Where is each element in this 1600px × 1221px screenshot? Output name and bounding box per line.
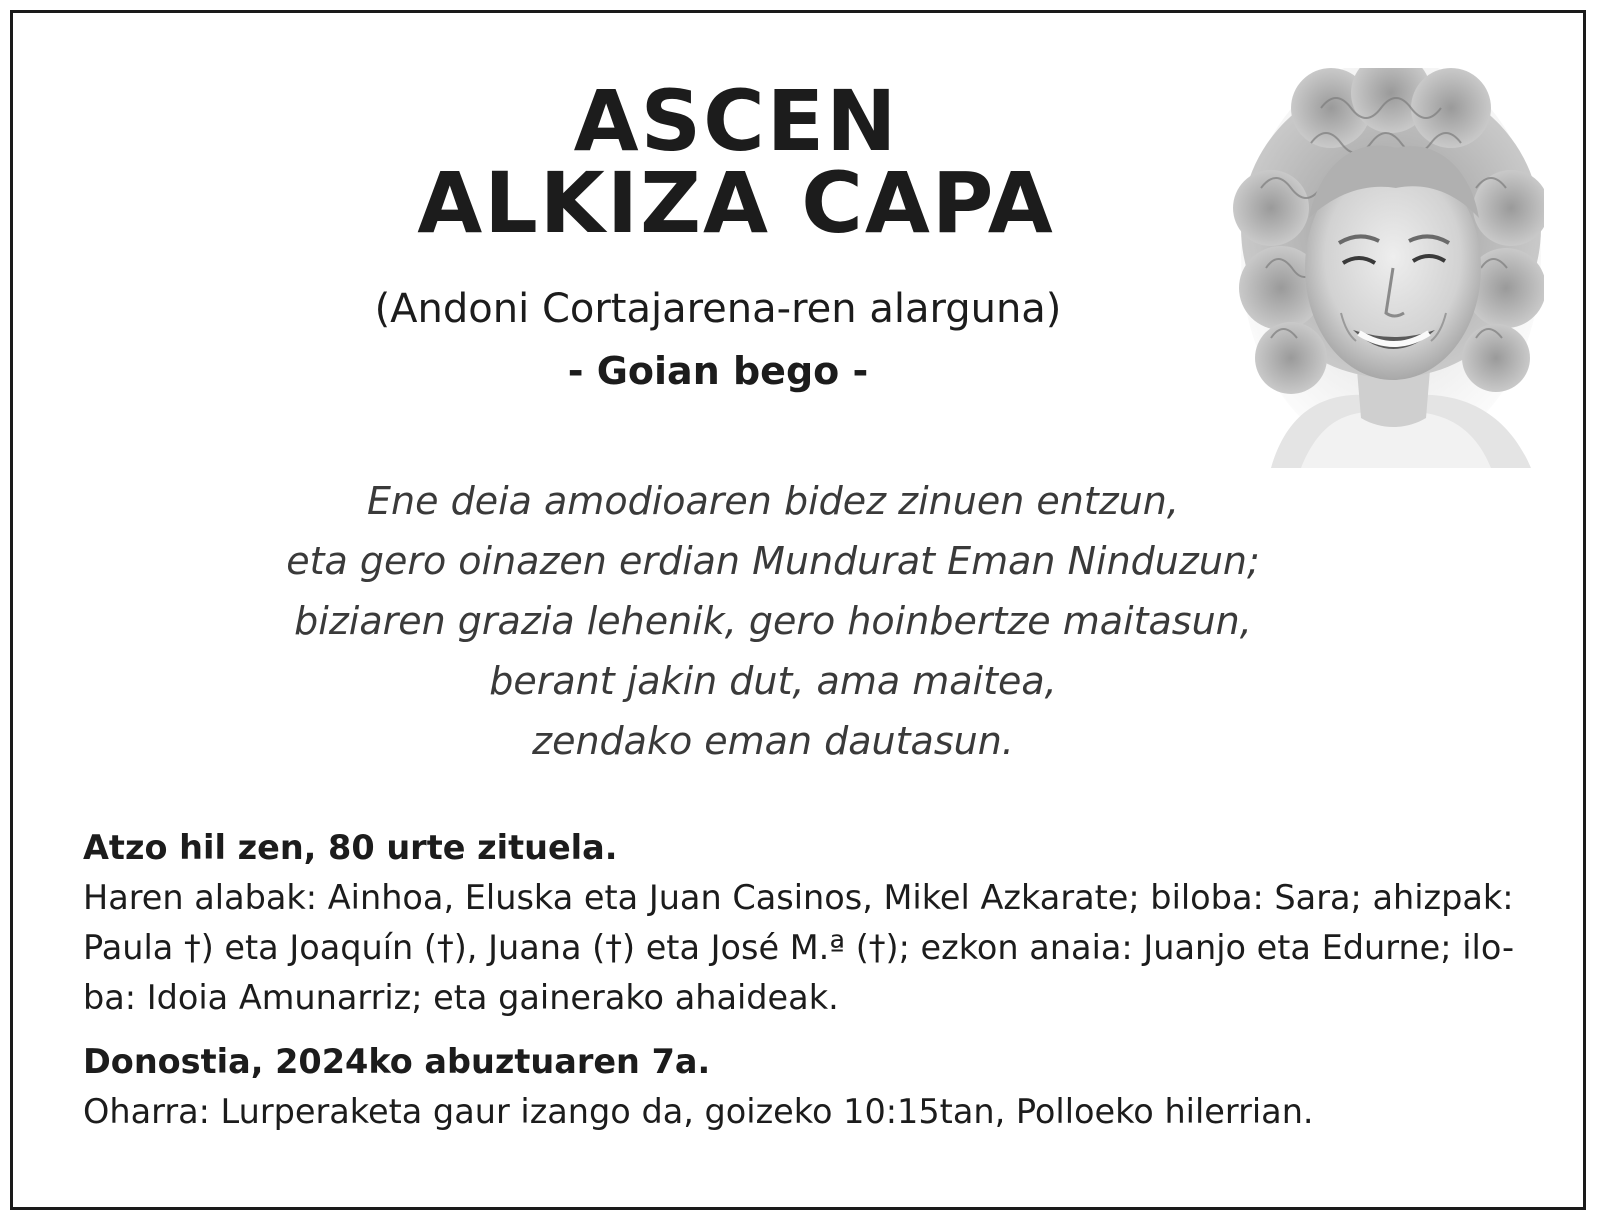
poem-line-4: berant jakin dut, ama maitea, <box>489 659 1057 703</box>
poem-line-2: eta gero oinazen erdian Mundurat Eman Ninduzun; <box>286 539 1260 583</box>
rest-in-peace: - Goian bego - <box>567 349 869 393</box>
family-line-1: Haren alabak: Ainhoa, Eluska eta Juan Casinos, Mikel Azkarate; biloba: Sara; ahizpak: <box>83 878 1514 917</box>
spouse-note: (Andoni Cortajarena-ren alarguna) <box>374 286 1062 332</box>
poem <box>13 471 1533 771</box>
poem-line-3: biziaren grazia lehenik, gero hoinbertze maitasun, <box>294 599 1252 643</box>
family-line-2: Paula †) eta Joaquín (†), Juana (†) eta José M.ª (†); ezkon anaia: Juanjo eta Edurne; ilo- <box>83 928 1515 967</box>
burial-note: Oharra: Lurperaketa gaur izango da, goizeko 10:15tan, Polloeko hilerrian. <box>83 1092 1314 1131</box>
deceased-surnames: ALKIZA CAPA <box>417 154 1055 252</box>
portrait-photo <box>1231 68 1544 468</box>
poem-line-1: Ene deia amodioaren bidez zinuen entzun, <box>367 479 1179 523</box>
obituary-frame <box>10 10 1586 1210</box>
place-and-date: Donostia, 2024ko abuztuaren 7a. <box>83 1042 711 1081</box>
portrait-icon <box>1231 68 1544 468</box>
poem-line-5: zendako eman dautasun. <box>532 719 1014 763</box>
deceased-first-name: ASCEN <box>573 72 899 170</box>
family-line-3: ba: Idoia Amunarriz; eta gainerako ahaideak. <box>83 978 839 1017</box>
death-announcement: Atzo hil zen, 80 urte zituela. <box>83 828 618 867</box>
obituary-details <box>83 823 1543 1137</box>
